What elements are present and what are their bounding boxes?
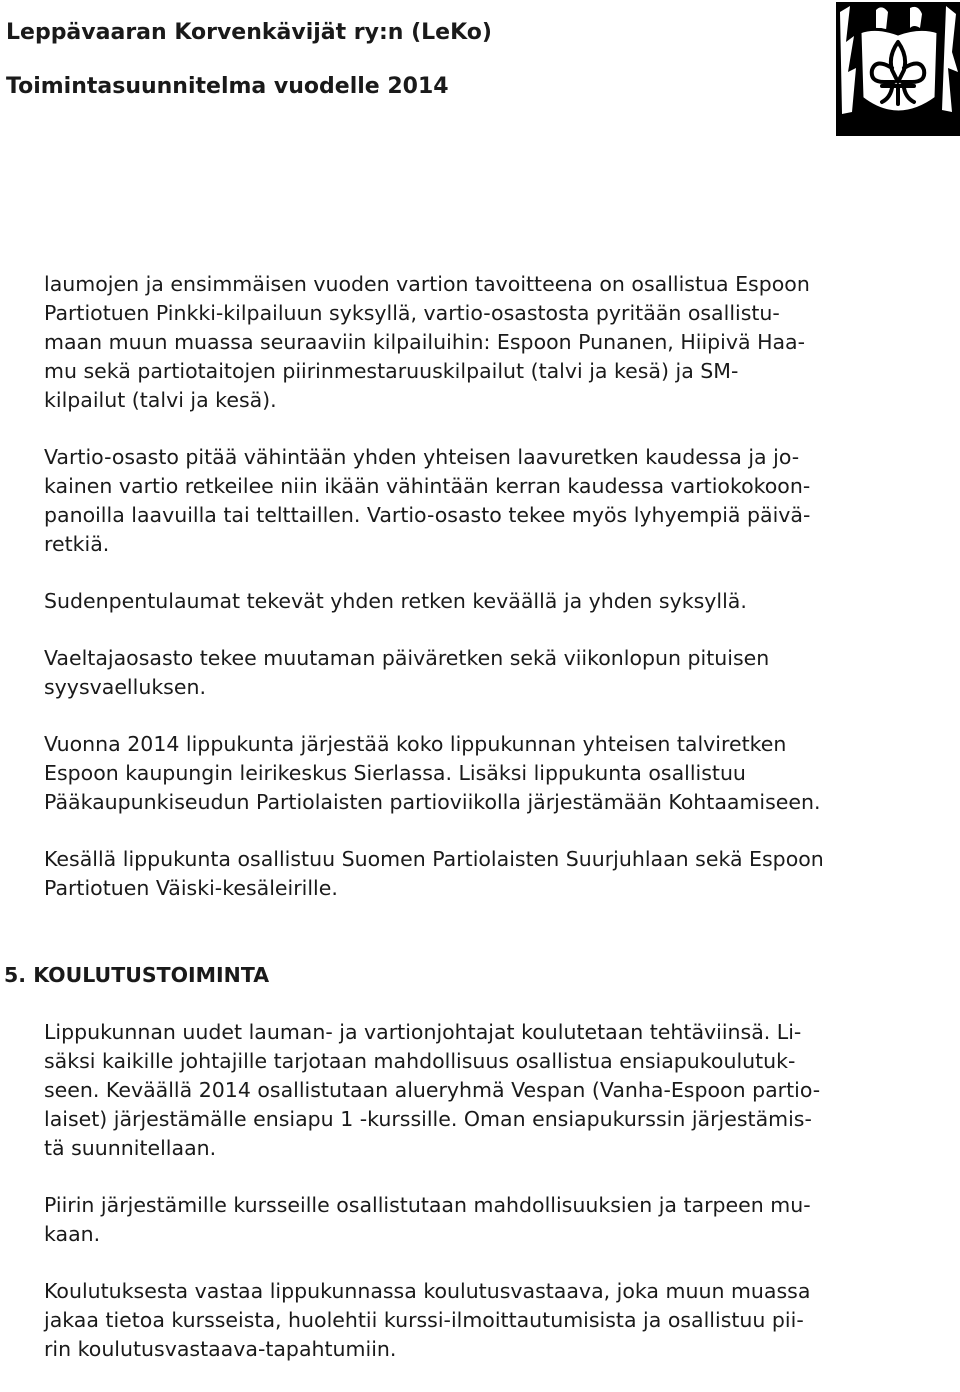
text-line: syysvaelluksen. (44, 675, 206, 699)
text-line: säksi kaikille johtajille tarjotaan mahdollisuus osallistua ensiapukoulutuk- (44, 1049, 796, 1073)
activity-section-text (44, 270, 944, 931)
text-line: kainen vartio retkeilee niin ikään vähintään kerran kaudessa vartiokokoon- (44, 474, 811, 498)
text-line: Koulutuksesta vastaa lippukunnassa koulutusvastaava, joka muun muassa (44, 1279, 811, 1303)
text-line: Sudenpentulaumat tekevät yhden retken keväällä ja yhden syksyllä. (44, 589, 747, 613)
text-line: Piirin järjestämille kursseille osallistutaan mahdollisuuksien ja tarpeen mu- (44, 1193, 811, 1217)
text-line: Espoon kaupungin leirikeskus Sierlassa. Lisäksi lippukunta osallistuu (44, 761, 746, 785)
section-heading: 5. KOULUTUSTOIMINTA (4, 963, 270, 987)
text-line: laiset) järjestämälle ensiapu 1 -kurssille. Oman ensiapukurssin järjestämis- (44, 1107, 812, 1131)
paragraph-summer (44, 845, 944, 903)
text-line: seen. Keväällä 2014 osallistutaan alueryhmä Vespan (Vanha-Espoon partio- (44, 1078, 821, 1102)
paragraph-troop-hikes (44, 443, 944, 559)
plan-title: Toimintasuunnitelma vuodelle 2014 (6, 74, 449, 99)
text-line: Partiotuen Pinkki-kilpailuun syksyllä, vartio-osastosta pyritään osallistu- (44, 301, 780, 325)
text-line: panoilla laavuilla tai telttaillen. Vartio-osasto tekee myös lyhyempiä päivä- (44, 503, 811, 527)
document-header (6, 18, 806, 102)
text-line: laumojen ja ensimmäisen vuoden vartion tavoitteena on osallistua Espoon (44, 272, 810, 296)
text-line: Vartio-osasto pitää vähintään yhden yhteisen laavuretken kaudessa ja jo- (44, 445, 800, 469)
paragraph-leader-training (44, 1018, 944, 1163)
text-line: Lippukunnan uudet lauman- ja vartionjohtajat koulutetaan tehtäviinsä. Li- (44, 1020, 802, 1044)
text-line: Vuonna 2014 lippukunta järjestää koko lippukunnan yhteisen talviretken (44, 732, 787, 756)
text-line: mu sekä partiotaitojen piirinmestaruuskilpailut (talvi ja kesä) ja SM- (44, 359, 739, 383)
fleur-de-lis-emblem-icon (836, 2, 960, 136)
training-section-text (44, 1018, 944, 1392)
organization-name: Leppävaaran Korvenkävijät ry:n (LeKo) (6, 20, 492, 45)
text-line: tä suunnitellaan. (44, 1136, 217, 1160)
text-line: kilpailut (talvi ja kesä). (44, 388, 277, 412)
paragraph-winter-hike (44, 730, 944, 817)
text-line: Vaeltajaosasto tekee muutaman päiväretken sekä viikonlopun pituisen (44, 646, 770, 670)
text-line: jakaa tietoa kursseista, huolehtii kurssi-ilmoittautumisista ja osallistuu pii- (44, 1308, 804, 1332)
paragraph-district-courses (44, 1191, 944, 1249)
paragraph-competitions (44, 270, 944, 415)
text-line: Kesällä lippukunta osallistuu Suomen Partiolaisten Suurjuhlaan sekä Espoon (44, 847, 824, 871)
paragraph-rovers (44, 644, 944, 702)
text-line: rin koulutusvastaava-tapahtumiin. (44, 1337, 397, 1361)
text-line: maan muun muassa seuraaviin kilpailuihin: Espoon Punanen, Hiipivä Haa- (44, 330, 806, 354)
text-line: kaan. (44, 1222, 101, 1246)
text-line: Partiotuen Väiski-kesäleirille. (44, 876, 338, 900)
paragraph-cub-packs (44, 587, 944, 616)
text-line: retkiä. (44, 532, 110, 556)
paragraph-training-coordinator (44, 1277, 944, 1364)
text-line: Pääkaupunkiseudun Partiolaisten partioviikolla järjestämään Kohtaamiseen. (44, 790, 821, 814)
